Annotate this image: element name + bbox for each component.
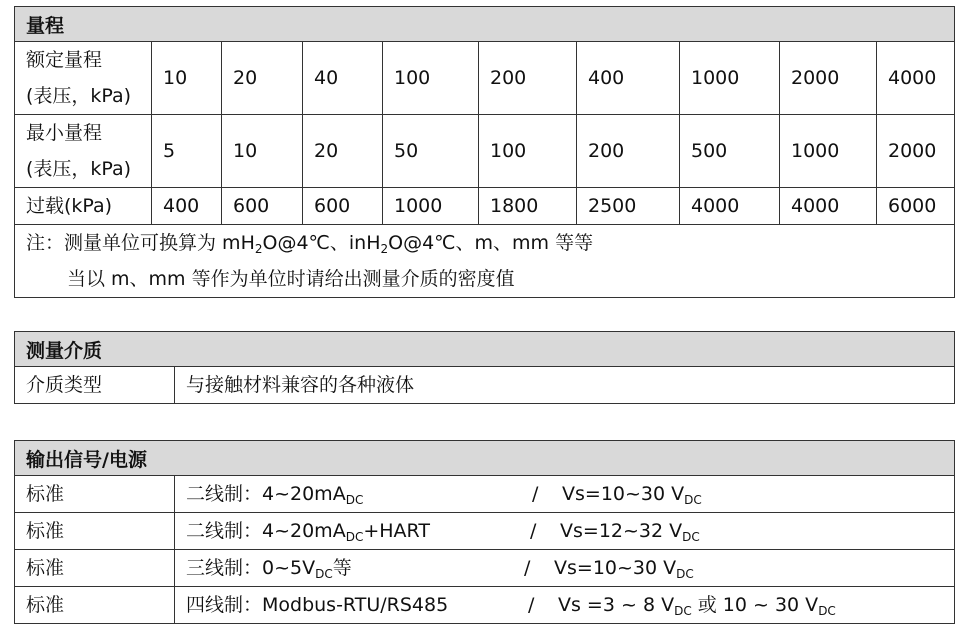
rated-range-value: 1000 (680, 42, 780, 115)
note-line-2: 当以 m、mm 等作为单位时请给出测量介质的密度值 (67, 268, 515, 290)
min-range-value: 20 (303, 115, 383, 188)
note-row (15, 225, 955, 298)
medium-header-row (15, 332, 955, 367)
medium-type-value: 与接触材料兼容的各种液体 (175, 367, 955, 404)
min-range-value: 100 (479, 115, 577, 188)
rated-range-value: 2000 (780, 42, 877, 115)
min-range-value: 1000 (780, 115, 877, 188)
medium-type-row (15, 367, 955, 404)
min-range-value: 2000 (877, 115, 955, 188)
output-signal: 二线制：$4\sim 20mA_{DC}$ / Vs=10~30 $V_{DC}$ (175, 476, 955, 513)
rated-range-value: 400 (577, 42, 680, 115)
medium-type-label: 介质类型 (15, 367, 175, 404)
output-row (15, 476, 955, 513)
output-row (15, 587, 955, 624)
overload-label: 过载(kPa) (15, 188, 152, 225)
min-range-value: 200 (577, 115, 680, 188)
rated-range-value: 100 (383, 42, 479, 115)
min-range-row (15, 115, 955, 188)
min-range-value: 5 (152, 115, 222, 188)
overload-value: 1000 (383, 188, 479, 225)
rated-range-row (15, 42, 955, 115)
rated-range-value: 200 (479, 42, 577, 115)
overload-value: 400 (152, 188, 222, 225)
output-label: 标准 (15, 587, 175, 624)
note-prefix: 注： (26, 232, 65, 254)
output-signal: 三线制：$0\sim 5V_{DC}$等 / Vs=10~30 $V_{DC}$ (175, 550, 955, 587)
output-signal: 四线制：Modbus-RTU/RS485 / Vs =3 ~ 8 $V_{DC}$ 或 10 ~ 30 $V_{DC}$ (175, 587, 955, 624)
medium-title: 测量介质 (15, 332, 955, 367)
overload-value: 4000 (780, 188, 877, 225)
min-range-value: 50 (383, 115, 479, 188)
output-signal: 二线制：$4\sim 20mA_{DC}+HART$ / Vs=12~32 $V_{DC}$ (175, 513, 955, 550)
rated-range-value: 20 (222, 42, 303, 115)
overload-value: 600 (303, 188, 383, 225)
overload-value: 6000 (877, 188, 955, 225)
range-table (14, 6, 955, 298)
range-title: 量程 (15, 7, 955, 42)
rated-range-value: 10 (152, 42, 222, 115)
range-header-row (15, 7, 955, 42)
overload-row (15, 188, 955, 225)
min-range-value: 500 (680, 115, 780, 188)
overload-value: 2500 (577, 188, 680, 225)
rated-range-value: 4000 (877, 42, 955, 115)
min-range-value: 10 (222, 115, 303, 188)
output-row (15, 550, 955, 587)
overload-value: 600 (222, 188, 303, 225)
output-title: 输出信号/电源 (15, 441, 955, 476)
rated-range-label: 额定量程 (表压，kPa) (15, 42, 152, 115)
range-note: 注：测量单位可换算为 $mH_2O@4℃$、inH$_2$O@4℃、m、mm 等等 当以 m、mm 等作为单位时请给出测量介质的密度值 (15, 225, 955, 298)
overload-value: 4000 (680, 188, 780, 225)
output-label: 标准 (15, 513, 175, 550)
output-table (14, 440, 955, 624)
rated-range-value: 40 (303, 42, 383, 115)
medium-table (14, 331, 955, 404)
overload-value: 1800 (479, 188, 577, 225)
output-header-row (15, 441, 955, 476)
min-range-label: 最小量程 (表压，kPa) (15, 115, 152, 188)
output-label: 标准 (15, 550, 175, 587)
output-label: 标准 (15, 476, 175, 513)
output-row (15, 513, 955, 550)
